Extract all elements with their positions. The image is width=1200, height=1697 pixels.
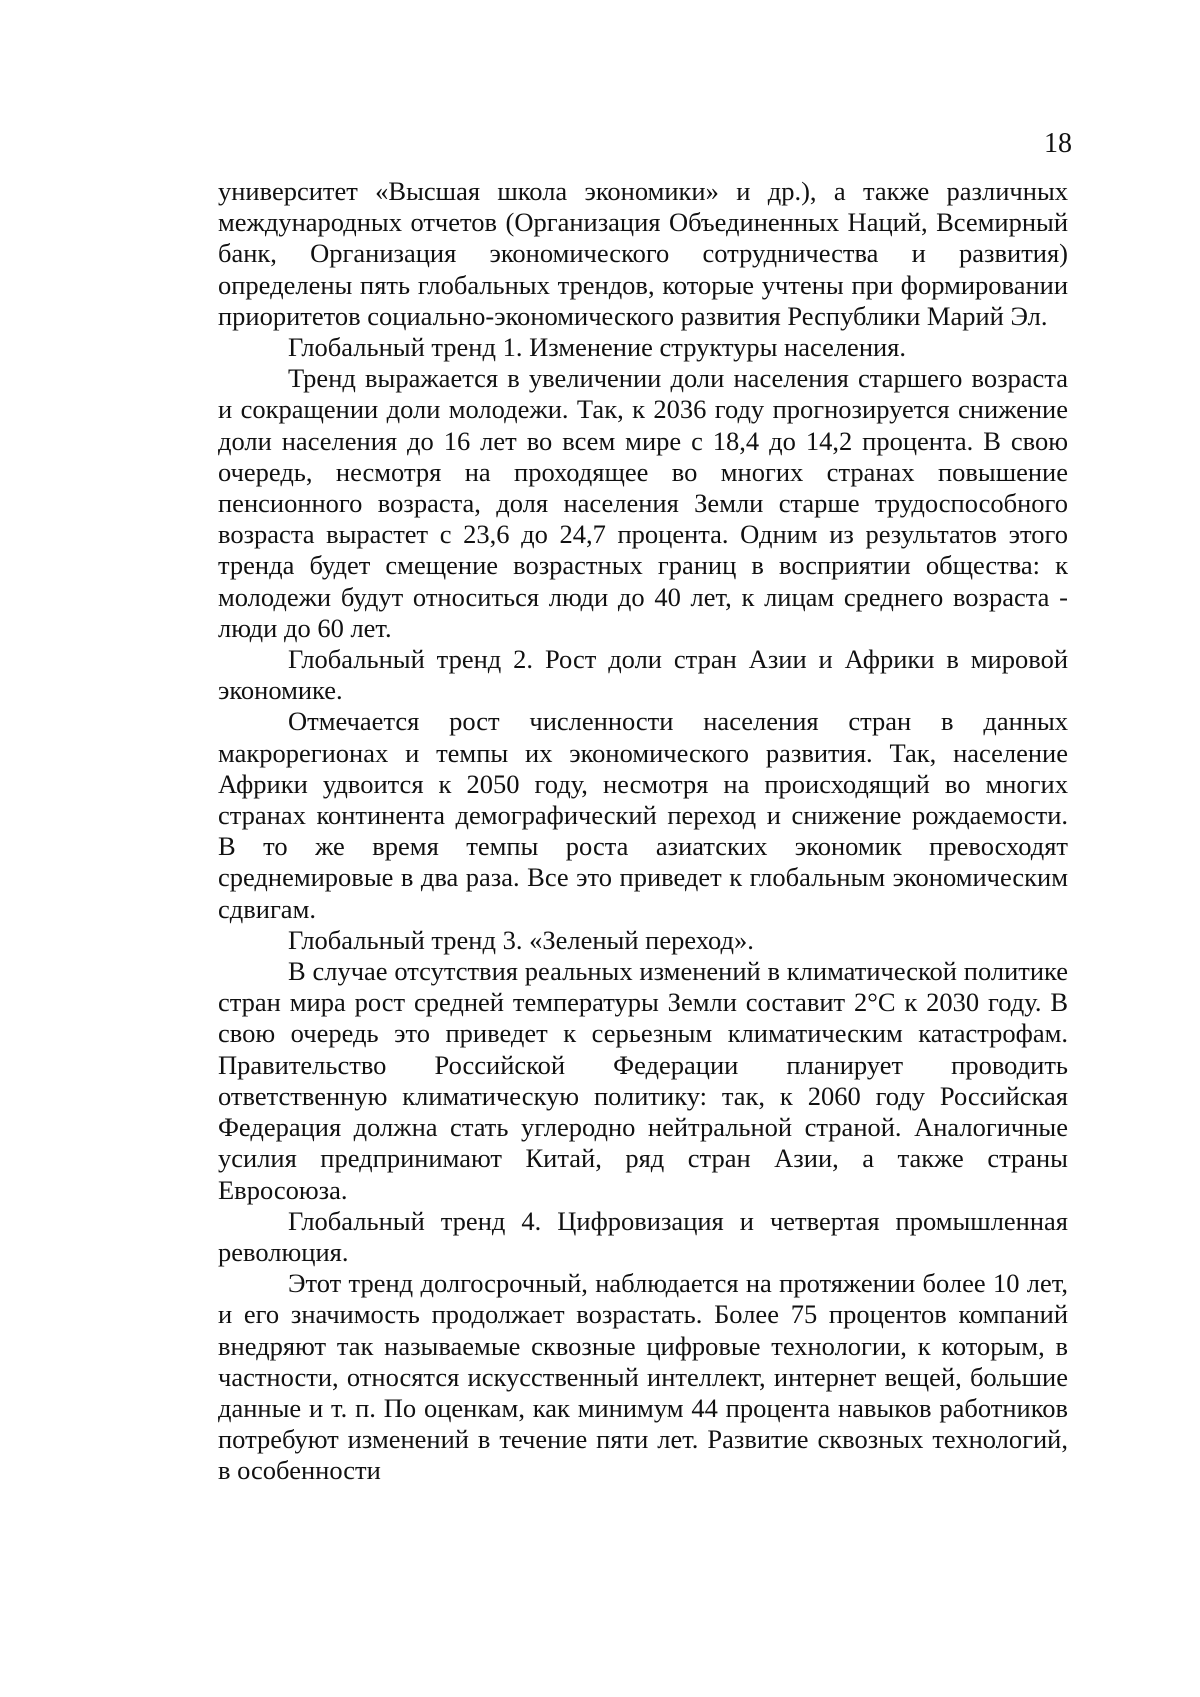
trend-2-heading: Глобальный тренд 2. Рост доли стран Азии и Африки в мировой экономике. — [218, 644, 1068, 706]
trend-3-heading: Глобальный тренд 3. «Зеленый переход». — [288, 924, 754, 955]
trend-3-description: В случае отсутствия реальных изменений в климатической политике стран мира рост средней температуры Земли составит 2°С к 2030 году. В свою очередь это приведет к серьезным климатическим катастрофам. Правительство Российской Федерации планирует проводить ответственную климатическую политику: так, к 2060 году Российская Федерация должна стать углеродно нейтральной страной. Аналогичные усилия предпринимают Китай, ряд стран Азии, а также страны Евросоюза. — [218, 956, 1068, 1205]
document-body — [218, 176, 1068, 1487]
page-number: 18 — [1044, 128, 1072, 159]
paragraph-intro-continuation: университет «Высшая школа экономики» и др.), а также различных международных отчетов (Организация Объединенных Наций, Всемирный банк, Организация экономического сотрудничества и развития) определены пять глобальных трендов, которые учтены при формировании приоритетов социально-экономического развития Республики Марий Эл. — [218, 176, 1068, 331]
trend-4-heading: Глобальный тренд 4. Цифровизация и четвертая промышленная революция. — [218, 1205, 1068, 1267]
trend-4-description: Этот тренд долгосрочный, наблюдается на протяжении более 10 лет, и его значимость продолжает возрастать. Более 75 процентов компаний внедряют так называемые сквозные цифровые технологии, к которым, в частности, относятся искусственный интеллект, интернет вещей, большие данные и т. п. По оценкам, как минимум 44 процента навыков работников потребуют изменений в течение пяти лет. Развитие сквозных технологий, в особенности — [218, 1268, 1068, 1486]
trend-1-description: Тренд выражается в увеличении доли населения старшего возраста и сокращении доли молодежи. Так, к 2036 году прогнозируется снижение доли населения до 16 лет во всем мире с 18,4 до 14,2 процента. В свою очередь, несмотря на проходящее во многих странах повышение пенсионного возраста, доля населения Земли старше трудоспособного возраста вырастет с 23,6 до 24,7 процента. Одним из результатов этого тренда будет смещение возрастных границ в восприятии общества: к молодежи будут относиться люди до 40 лет, к лицам среднего возраста - люди до 60 лет. — [218, 363, 1068, 643]
trend-1-heading: Глобальный тренд 1. Изменение структуры населения. — [288, 332, 907, 363]
trend-2-description: Отмечается рост численности населения стран в данных макрорегионах и темпы их экономического развития. Так, население Африки удвоится к 2050 году, несмотря на происходящий во многих странах континента демографический переход и снижение рождаемости. В то же время темпы роста азиатских экономик превосходят среднемировые в два раза. Все это приведет к глобальным экономическим сдвигам. — [218, 706, 1068, 924]
